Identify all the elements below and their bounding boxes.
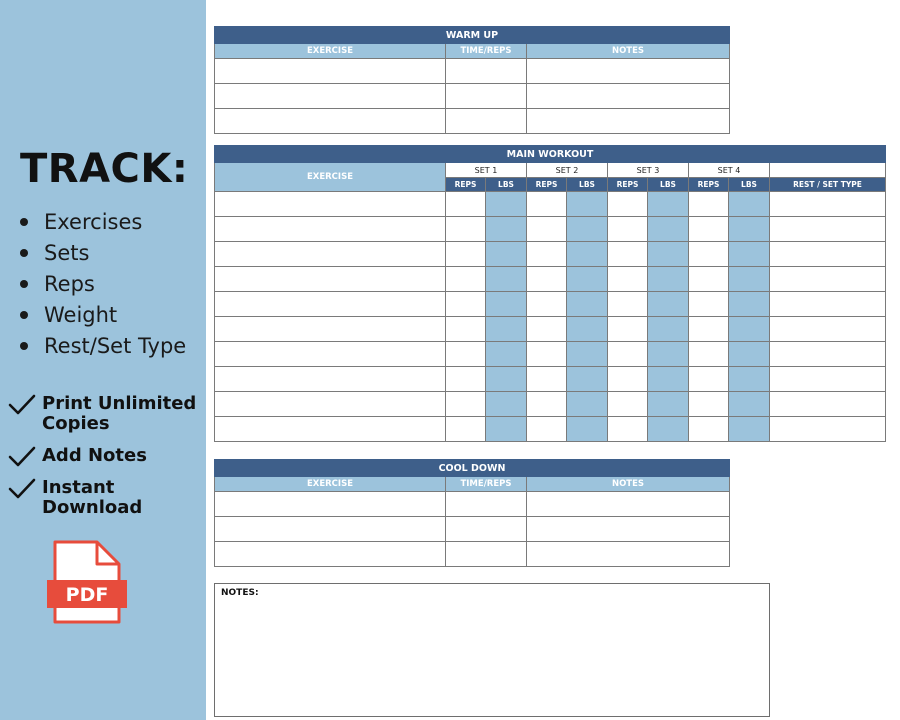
reps-header: REPS [689, 178, 729, 192]
exercise-cell[interactable] [215, 59, 446, 84]
reps-cell[interactable] [689, 292, 729, 317]
rest-set-type-cell[interactable] [770, 367, 886, 392]
lbs-header: LBS [567, 178, 608, 192]
reps-header: REPS [446, 178, 486, 192]
lbs-cell[interactable] [567, 392, 608, 417]
time-reps-cell[interactable] [446, 542, 527, 567]
exercise-cell[interactable] [215, 84, 446, 109]
col-header-notes: NOTES [527, 44, 730, 59]
cooldown-title: COOL DOWN [215, 460, 730, 477]
bullet-icon [20, 218, 28, 226]
exercise-cell[interactable] [215, 492, 446, 517]
lbs-cell[interactable] [567, 367, 608, 392]
rest-set-type-cell[interactable] [770, 242, 886, 267]
reps-cell[interactable] [608, 417, 648, 442]
pdf-badge-label: PDF [65, 584, 109, 606]
track-item: Exercises [20, 206, 186, 237]
lbs-cell[interactable] [567, 242, 608, 267]
time-reps-cell[interactable] [446, 492, 527, 517]
lbs-cell[interactable] [729, 242, 770, 267]
reps-cell[interactable] [608, 242, 648, 267]
lbs-cell[interactable] [567, 217, 608, 242]
table-row [215, 242, 886, 267]
promo-sidebar [0, 0, 206, 720]
reps-cell[interactable] [446, 417, 486, 442]
track-list [20, 206, 186, 361]
lbs-cell[interactable] [648, 192, 689, 217]
track-heading: TRACK: [20, 146, 189, 192]
bullet-icon [20, 342, 28, 350]
notes-cell[interactable] [527, 59, 730, 84]
notes-cell[interactable] [527, 492, 730, 517]
set-3-header: SET 3 [608, 163, 689, 178]
lbs-cell[interactable] [567, 292, 608, 317]
table-row [215, 192, 886, 217]
lbs-cell[interactable] [486, 217, 527, 242]
table-row [215, 492, 730, 517]
notes-label: NOTES: [221, 588, 259, 598]
reps-cell[interactable] [527, 267, 567, 292]
reps-cell[interactable] [527, 392, 567, 417]
reps-cell[interactable] [608, 317, 648, 342]
lbs-cell[interactable] [567, 342, 608, 367]
lbs-cell[interactable] [567, 267, 608, 292]
exercise-cell[interactable] [215, 317, 446, 342]
exercise-cell[interactable] [215, 109, 446, 134]
time-reps-cell[interactable] [446, 84, 527, 109]
reps-cell[interactable] [527, 417, 567, 442]
reps-cell[interactable] [608, 217, 648, 242]
lbs-cell[interactable] [486, 292, 527, 317]
reps-cell[interactable] [527, 292, 567, 317]
reps-cell[interactable] [689, 392, 729, 417]
checkmark-icon [8, 445, 36, 469]
reps-cell[interactable] [446, 242, 486, 267]
lbs-cell[interactable] [486, 417, 527, 442]
reps-cell[interactable] [689, 192, 729, 217]
main-workout-table [214, 145, 886, 442]
rest-set-type-cell[interactable] [770, 192, 886, 217]
reps-cell[interactable] [446, 342, 486, 367]
table-row [215, 367, 886, 392]
pdf-file-icon [47, 540, 127, 624]
lbs-cell[interactable] [729, 217, 770, 242]
exercise-cell[interactable] [215, 192, 446, 217]
lbs-cell[interactable] [648, 417, 689, 442]
reps-cell[interactable] [608, 292, 648, 317]
lbs-cell[interactable] [648, 267, 689, 292]
notes-cell[interactable] [527, 109, 730, 134]
reps-header: REPS [608, 178, 648, 192]
time-reps-cell[interactable] [446, 109, 527, 134]
reps-cell[interactable] [446, 292, 486, 317]
feature-add-notes: Add Notes [8, 446, 147, 469]
reps-header: REPS [527, 178, 567, 192]
reps-cell[interactable] [689, 317, 729, 342]
reps-cell[interactable] [527, 217, 567, 242]
table-row [215, 267, 886, 292]
reps-cell[interactable] [689, 242, 729, 267]
table-row [215, 417, 886, 442]
lbs-cell[interactable] [729, 342, 770, 367]
table-row [215, 342, 886, 367]
reps-cell[interactable] [608, 267, 648, 292]
bullet-icon [20, 311, 28, 319]
feature-instant-download: Instant Download [8, 478, 142, 518]
col-header-notes: NOTES [527, 477, 730, 492]
lbs-cell[interactable] [729, 292, 770, 317]
col-header-exercise: EXERCISE [215, 477, 446, 492]
lbs-cell[interactable] [567, 192, 608, 217]
set-1-header: SET 1 [446, 163, 527, 178]
reps-cell[interactable] [527, 317, 567, 342]
notes-cell[interactable] [527, 542, 730, 567]
bullet-icon [20, 280, 28, 288]
lbs-cell[interactable] [648, 317, 689, 342]
exercise-cell[interactable] [215, 217, 446, 242]
rest-set-type-cell[interactable] [770, 292, 886, 317]
lbs-cell[interactable] [567, 417, 608, 442]
reps-cell[interactable] [527, 367, 567, 392]
cooldown-table [214, 459, 730, 567]
table-row [215, 109, 730, 134]
rest-set-type-cell[interactable] [770, 317, 886, 342]
lbs-cell[interactable] [729, 317, 770, 342]
col-header-time-reps: TIME/REPS [446, 44, 527, 59]
track-item: Weight [20, 299, 186, 330]
reps-cell[interactable] [446, 392, 486, 417]
exercise-cell[interactable] [215, 267, 446, 292]
table-row [215, 84, 730, 109]
reps-cell[interactable] [689, 367, 729, 392]
exercise-cell[interactable] [215, 367, 446, 392]
set-4-header: SET 4 [689, 163, 770, 178]
rest-set-type-cell[interactable] [770, 392, 886, 417]
lbs-cell[interactable] [648, 217, 689, 242]
lbs-cell[interactable] [729, 192, 770, 217]
warmup-title: WARM UP [215, 27, 730, 44]
table-row [215, 317, 886, 342]
lbs-cell[interactable] [486, 392, 527, 417]
lbs-cell[interactable] [729, 367, 770, 392]
exercise-cell[interactable] [215, 342, 446, 367]
table-row [215, 292, 886, 317]
track-item: Sets [20, 237, 186, 268]
lbs-cell[interactable] [648, 242, 689, 267]
exercise-cell[interactable] [215, 417, 446, 442]
col-header-exercise: EXERCISE [215, 44, 446, 59]
reps-cell[interactable] [446, 217, 486, 242]
feature-print-unlimited: Print Unlimited Copies [8, 394, 196, 434]
exercise-cell[interactable] [215, 292, 446, 317]
notes-cell[interactable] [527, 517, 730, 542]
table-row [215, 217, 886, 242]
notes-box[interactable] [214, 583, 770, 717]
reps-cell[interactable] [608, 192, 648, 217]
lbs-cell[interactable] [486, 192, 527, 217]
table-row [215, 392, 886, 417]
exercise-cell[interactable] [215, 517, 446, 542]
reps-cell[interactable] [608, 342, 648, 367]
table-row [215, 59, 730, 84]
lbs-cell[interactable] [486, 367, 527, 392]
reps-cell[interactable] [527, 342, 567, 367]
lbs-cell[interactable] [486, 242, 527, 267]
reps-cell[interactable] [689, 417, 729, 442]
track-item: Rest/Set Type [20, 330, 186, 361]
reps-cell[interactable] [527, 192, 567, 217]
lbs-cell[interactable] [567, 317, 608, 342]
lbs-header: LBS [648, 178, 689, 192]
lbs-cell[interactable] [729, 417, 770, 442]
exercise-cell[interactable] [215, 392, 446, 417]
reps-cell[interactable] [527, 242, 567, 267]
lbs-header: LBS [486, 178, 527, 192]
bullet-icon [20, 249, 28, 257]
exercise-cell[interactable] [215, 242, 446, 267]
lbs-cell[interactable] [648, 367, 689, 392]
lbs-cell[interactable] [486, 317, 527, 342]
time-reps-cell[interactable] [446, 59, 527, 84]
lbs-cell[interactable] [729, 267, 770, 292]
lbs-cell[interactable] [729, 392, 770, 417]
reps-cell[interactable] [608, 392, 648, 417]
reps-cell[interactable] [446, 317, 486, 342]
notes-cell[interactable] [527, 84, 730, 109]
reps-cell[interactable] [689, 342, 729, 367]
rest-spacer [770, 163, 886, 178]
reps-cell[interactable] [689, 217, 729, 242]
reps-cell[interactable] [446, 367, 486, 392]
rest-set-type-cell[interactable] [770, 417, 886, 442]
reps-cell[interactable] [608, 367, 648, 392]
rest-set-type-header: REST / SET TYPE [770, 178, 886, 192]
warmup-table [214, 26, 730, 134]
rest-set-type-cell[interactable] [770, 267, 886, 292]
time-reps-cell[interactable] [446, 517, 527, 542]
lbs-cell[interactable] [648, 392, 689, 417]
set-2-header: SET 2 [527, 163, 608, 178]
rest-set-type-cell[interactable] [770, 217, 886, 242]
reps-cell[interactable] [446, 192, 486, 217]
track-item: Reps [20, 268, 186, 299]
lbs-header: LBS [729, 178, 770, 192]
checkmark-icon [8, 393, 36, 417]
lbs-cell[interactable] [648, 292, 689, 317]
reps-cell[interactable] [689, 267, 729, 292]
main-workout-title: MAIN WORKOUT [215, 146, 886, 163]
lbs-cell[interactable] [648, 342, 689, 367]
col-header-exercise: EXERCISE [215, 163, 446, 192]
lbs-cell[interactable] [486, 342, 527, 367]
rest-set-type-cell[interactable] [770, 342, 886, 367]
reps-cell[interactable] [446, 267, 486, 292]
exercise-cell[interactable] [215, 542, 446, 567]
table-row [215, 542, 730, 567]
lbs-cell[interactable] [486, 267, 527, 292]
table-row [215, 517, 730, 542]
col-header-time-reps: TIME/REPS [446, 477, 527, 492]
checkmark-icon [8, 477, 36, 501]
